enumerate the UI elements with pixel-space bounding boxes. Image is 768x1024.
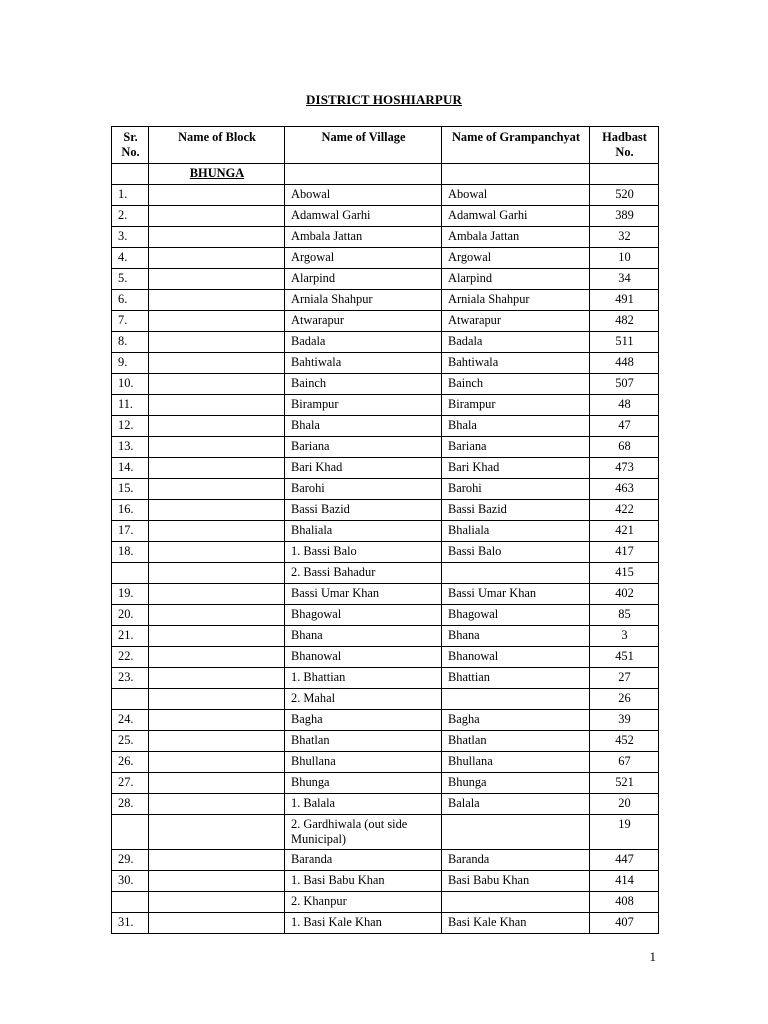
table-row	[112, 731, 659, 752]
block-cell	[149, 794, 285, 815]
sr-cell: 19.	[112, 584, 149, 605]
village-cell: 1. Bhattian	[285, 668, 442, 689]
block-cell	[149, 710, 285, 731]
village-cell: Bassi Bazid	[285, 500, 442, 521]
grampanchyat-cell: Balala	[442, 794, 590, 815]
document-title: DISTRICT HOSHIARPUR	[306, 92, 462, 107]
grampanchyat-cell: Bhattian	[442, 668, 590, 689]
grampanchyat-cell: Birampur	[442, 395, 590, 416]
village-cell: 1. Balala	[285, 794, 442, 815]
sr-cell: 16.	[112, 500, 149, 521]
table-row	[112, 794, 659, 815]
block-cell	[149, 437, 285, 458]
table-row	[112, 542, 659, 563]
block-cell	[149, 521, 285, 542]
block-cell	[149, 542, 285, 563]
sr-cell: 30.	[112, 871, 149, 892]
block-row-empty-gp	[442, 164, 590, 185]
sr-cell: 20.	[112, 605, 149, 626]
table-row	[112, 752, 659, 773]
block-cell	[149, 668, 285, 689]
table-row	[112, 332, 659, 353]
hadbast-cell: 422	[590, 500, 659, 521]
village-cell: Barohi	[285, 479, 442, 500]
table-row	[112, 626, 659, 647]
table-row	[112, 871, 659, 892]
hadbast-cell: 402	[590, 584, 659, 605]
village-cell: Bassi Umar Khan	[285, 584, 442, 605]
hadbast-cell: 452	[590, 731, 659, 752]
block-cell	[149, 605, 285, 626]
table-row	[112, 269, 659, 290]
grampanchyat-cell: Bhana	[442, 626, 590, 647]
grampanchyat-cell: Bassi Bazid	[442, 500, 590, 521]
sr-cell: 6.	[112, 290, 149, 311]
village-cell: Ambala Jattan	[285, 227, 442, 248]
grampanchyat-cell: Bhagowal	[442, 605, 590, 626]
sr-cell: 7.	[112, 311, 149, 332]
sr-cell: 9.	[112, 353, 149, 374]
table-row	[112, 227, 659, 248]
sr-cell: 25.	[112, 731, 149, 752]
table-row	[112, 689, 659, 710]
village-cell: Bhunga	[285, 773, 442, 794]
hadbast-cell: 48	[590, 395, 659, 416]
header-village-name: Name of Village	[285, 127, 442, 164]
village-cell: 2. Bassi Bahadur	[285, 563, 442, 584]
hadbast-cell: 414	[590, 871, 659, 892]
sr-cell: 8.	[112, 332, 149, 353]
grampanchyat-cell	[442, 892, 590, 913]
block-row-empty-hb	[590, 164, 659, 185]
grampanchyat-cell: Barohi	[442, 479, 590, 500]
hadbast-cell: 39	[590, 710, 659, 731]
block-cell	[149, 871, 285, 892]
grampanchyat-cell: Bhala	[442, 416, 590, 437]
block-row-empty-village	[285, 164, 442, 185]
hadbast-cell: 3	[590, 626, 659, 647]
table-row	[112, 416, 659, 437]
sr-cell: 1.	[112, 185, 149, 206]
grampanchyat-cell: Bhanowal	[442, 647, 590, 668]
sr-cell	[112, 815, 149, 850]
table-row	[112, 479, 659, 500]
table-row	[112, 563, 659, 584]
sr-cell: 31.	[112, 913, 149, 934]
hadbast-cell: 448	[590, 353, 659, 374]
hadbast-cell: 507	[590, 374, 659, 395]
village-cell: 2. Gardhiwala (out side Municipal)	[285, 815, 442, 850]
block-row-empty-sr	[112, 164, 149, 185]
table-row	[112, 248, 659, 269]
hadbast-cell: 407	[590, 913, 659, 934]
sr-cell: 3.	[112, 227, 149, 248]
hadbast-cell: 389	[590, 206, 659, 227]
sr-cell: 24.	[112, 710, 149, 731]
table-row	[112, 850, 659, 871]
table-row	[112, 521, 659, 542]
block-cell	[149, 353, 285, 374]
hadbast-cell: 67	[590, 752, 659, 773]
grampanchyat-cell: Bariana	[442, 437, 590, 458]
sr-cell: 28.	[112, 794, 149, 815]
table-row	[112, 668, 659, 689]
grampanchyat-cell	[442, 563, 590, 584]
grampanchyat-cell: Basi Kale Khan	[442, 913, 590, 934]
hadbast-cell: 27	[590, 668, 659, 689]
sr-cell: 29.	[112, 850, 149, 871]
villages-table	[111, 126, 659, 934]
hadbast-cell: 463	[590, 479, 659, 500]
sr-cell: 23.	[112, 668, 149, 689]
sr-cell: 17.	[112, 521, 149, 542]
grampanchyat-cell: Bassi Umar Khan	[442, 584, 590, 605]
village-cell: Atwarapur	[285, 311, 442, 332]
grampanchyat-cell: Bhunga	[442, 773, 590, 794]
hadbast-cell: 473	[590, 458, 659, 479]
block-cell	[149, 479, 285, 500]
grampanchyat-cell: Arniala Shahpur	[442, 290, 590, 311]
block-cell	[149, 850, 285, 871]
sr-cell: 21.	[112, 626, 149, 647]
sr-cell: 2.	[112, 206, 149, 227]
block-cell	[149, 584, 285, 605]
village-cell: 1. Basi Babu Khan	[285, 871, 442, 892]
table-row	[112, 647, 659, 668]
block-cell	[149, 416, 285, 437]
table-row	[112, 311, 659, 332]
grampanchyat-cell: Bhaliala	[442, 521, 590, 542]
grampanchyat-cell: Argowal	[442, 248, 590, 269]
village-cell: 1. Basi Kale Khan	[285, 913, 442, 934]
hadbast-cell: 521	[590, 773, 659, 794]
hadbast-cell: 421	[590, 521, 659, 542]
grampanchyat-cell: Bassi Balo	[442, 542, 590, 563]
village-cell: Bariana	[285, 437, 442, 458]
sr-cell: 14.	[112, 458, 149, 479]
block-cell	[149, 269, 285, 290]
village-cell: Bari Khad	[285, 458, 442, 479]
sr-cell: 5.	[112, 269, 149, 290]
table-row	[112, 584, 659, 605]
table-row	[112, 913, 659, 934]
block-cell	[149, 815, 285, 850]
header-hadbast-no: Hadbast No.	[590, 127, 659, 164]
grampanchyat-cell: Atwarapur	[442, 311, 590, 332]
village-cell: Birampur	[285, 395, 442, 416]
block-cell	[149, 458, 285, 479]
hadbast-cell: 482	[590, 311, 659, 332]
block-name: BHUNGA	[149, 164, 285, 185]
hadbast-cell: 32	[590, 227, 659, 248]
grampanchyat-cell: Bhullana	[442, 752, 590, 773]
hadbast-cell: 451	[590, 647, 659, 668]
block-cell	[149, 563, 285, 584]
block-cell	[149, 773, 285, 794]
sr-cell	[112, 563, 149, 584]
table-row	[112, 185, 659, 206]
hadbast-cell: 520	[590, 185, 659, 206]
table-row	[112, 892, 659, 913]
hadbast-cell: 511	[590, 332, 659, 353]
hadbast-cell: 26	[590, 689, 659, 710]
grampanchyat-cell: Basi Babu Khan	[442, 871, 590, 892]
block-cell	[149, 227, 285, 248]
hadbast-cell: 47	[590, 416, 659, 437]
hadbast-cell: 19	[590, 815, 659, 850]
table-row	[112, 605, 659, 626]
sr-cell: 4.	[112, 248, 149, 269]
table-row	[112, 500, 659, 521]
grampanchyat-cell: Baranda	[442, 850, 590, 871]
block-cell	[149, 892, 285, 913]
village-cell: 1. Bassi Balo	[285, 542, 442, 563]
village-cell: Adamwal Garhi	[285, 206, 442, 227]
table-row	[112, 458, 659, 479]
block-row	[112, 164, 659, 185]
sr-cell: 22.	[112, 647, 149, 668]
hadbast-cell: 10	[590, 248, 659, 269]
hadbast-cell: 408	[590, 892, 659, 913]
hadbast-cell: 85	[590, 605, 659, 626]
sr-cell: 13.	[112, 437, 149, 458]
sr-cell: 10.	[112, 374, 149, 395]
grampanchyat-cell: Bagha	[442, 710, 590, 731]
block-cell	[149, 626, 285, 647]
grampanchyat-cell	[442, 689, 590, 710]
village-cell: 2. Khanpur	[285, 892, 442, 913]
village-cell: Bhana	[285, 626, 442, 647]
village-cell: Argowal	[285, 248, 442, 269]
sr-cell: 27.	[112, 773, 149, 794]
table-row	[112, 437, 659, 458]
grampanchyat-cell: Alarpind	[442, 269, 590, 290]
header-block-name: Name of Block	[149, 127, 285, 164]
hadbast-cell: 491	[590, 290, 659, 311]
sr-cell	[112, 892, 149, 913]
village-cell: Bhagowal	[285, 605, 442, 626]
block-cell	[149, 731, 285, 752]
sr-cell: 12.	[112, 416, 149, 437]
grampanchyat-cell: Bainch	[442, 374, 590, 395]
village-cell: Alarpind	[285, 269, 442, 290]
block-cell	[149, 185, 285, 206]
village-cell: 2. Mahal	[285, 689, 442, 710]
block-cell	[149, 374, 285, 395]
hadbast-cell: 34	[590, 269, 659, 290]
village-cell: Abowal	[285, 185, 442, 206]
table-row	[112, 374, 659, 395]
header-sr-no: Sr. No.	[112, 127, 149, 164]
table-row	[112, 815, 659, 850]
village-cell: Arniala Shahpur	[285, 290, 442, 311]
village-cell: Bhaliala	[285, 521, 442, 542]
sr-cell	[112, 689, 149, 710]
table-row	[112, 773, 659, 794]
village-cell: Bhullana	[285, 752, 442, 773]
hadbast-cell: 20	[590, 794, 659, 815]
village-cell: Bahtiwala	[285, 353, 442, 374]
block-cell	[149, 752, 285, 773]
block-cell	[149, 290, 285, 311]
sr-cell: 11.	[112, 395, 149, 416]
block-cell	[149, 311, 285, 332]
table-row	[112, 395, 659, 416]
block-cell	[149, 689, 285, 710]
block-cell	[149, 248, 285, 269]
village-cell: Bagha	[285, 710, 442, 731]
block-cell	[149, 206, 285, 227]
village-cell: Bhatlan	[285, 731, 442, 752]
table-row	[112, 710, 659, 731]
village-cell: Bhanowal	[285, 647, 442, 668]
hadbast-cell: 415	[590, 563, 659, 584]
block-cell	[149, 913, 285, 934]
village-cell: Baranda	[285, 850, 442, 871]
table-row	[112, 353, 659, 374]
grampanchyat-cell: Ambala Jattan	[442, 227, 590, 248]
sr-cell: 26.	[112, 752, 149, 773]
table-header-row	[112, 127, 659, 164]
hadbast-cell: 447	[590, 850, 659, 871]
village-cell: Bainch	[285, 374, 442, 395]
grampanchyat-cell: Adamwal Garhi	[442, 206, 590, 227]
grampanchyat-cell: Bahtiwala	[442, 353, 590, 374]
table-body	[112, 164, 659, 934]
sr-cell: 18.	[112, 542, 149, 563]
grampanchyat-cell: Abowal	[442, 185, 590, 206]
block-cell	[149, 500, 285, 521]
grampanchyat-cell	[442, 815, 590, 850]
table-row	[112, 206, 659, 227]
page-number: 1	[649, 949, 656, 964]
block-cell	[149, 647, 285, 668]
grampanchyat-cell: Bhatlan	[442, 731, 590, 752]
header-grampanchyat-name: Name of Grampanchyat	[442, 127, 590, 164]
grampanchyat-cell: Badala	[442, 332, 590, 353]
grampanchyat-cell: Bari Khad	[442, 458, 590, 479]
hadbast-cell: 68	[590, 437, 659, 458]
table-row	[112, 290, 659, 311]
block-cell	[149, 395, 285, 416]
sr-cell: 15.	[112, 479, 149, 500]
village-cell: Bhala	[285, 416, 442, 437]
village-cell: Badala	[285, 332, 442, 353]
hadbast-cell: 417	[590, 542, 659, 563]
block-cell	[149, 332, 285, 353]
